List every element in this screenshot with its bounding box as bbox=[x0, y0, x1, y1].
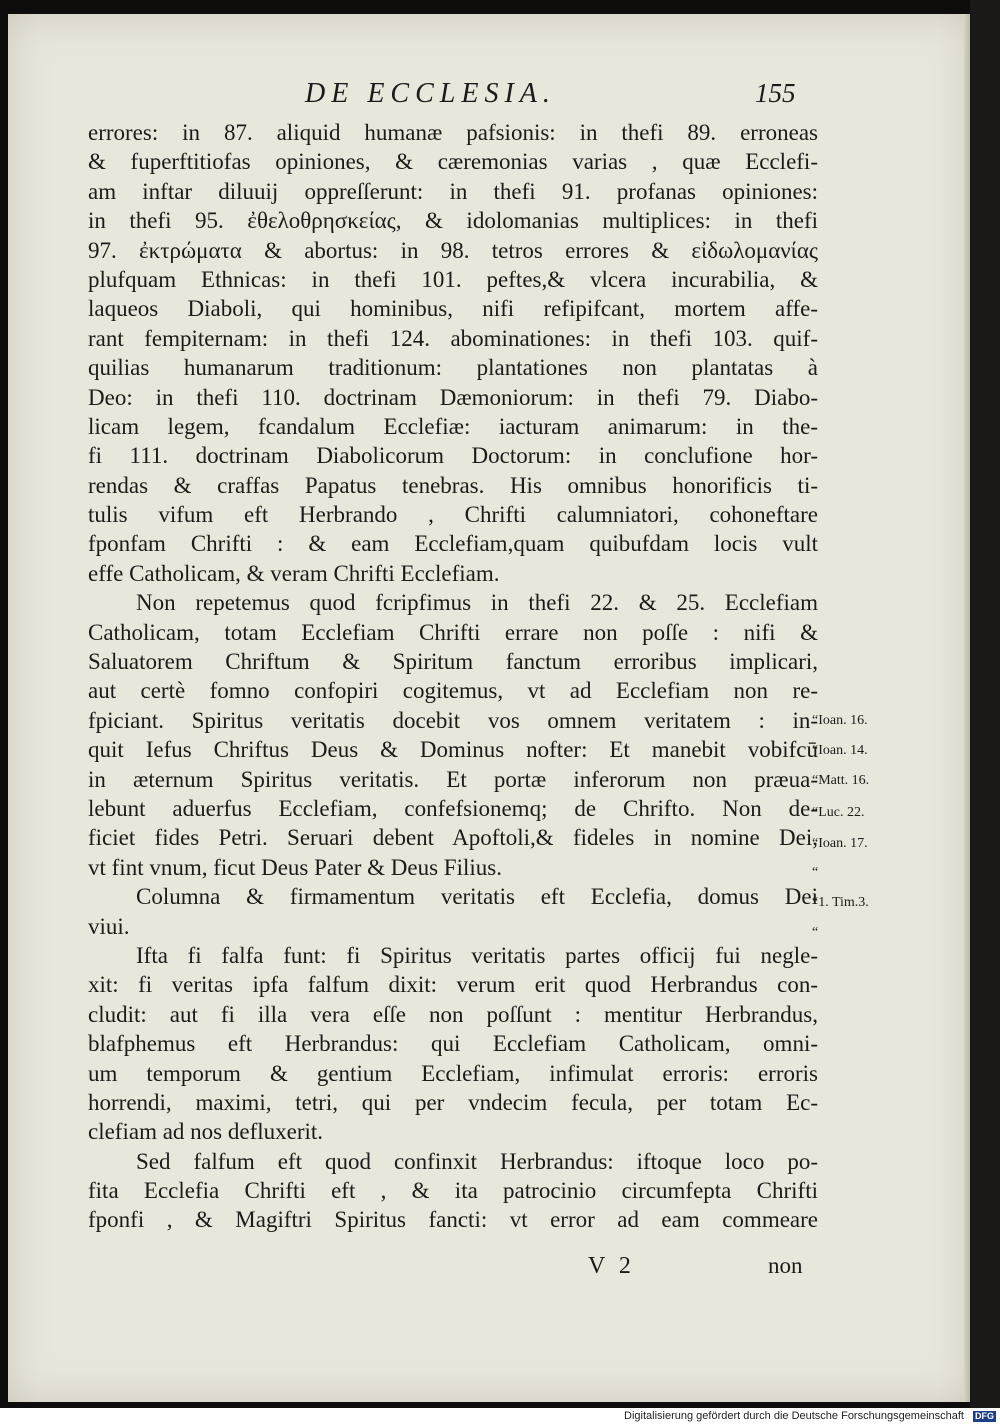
body-text bbox=[88, 118, 818, 1235]
signature-mark: V 2 bbox=[588, 1253, 635, 1279]
text-line: lebunt aduerfus Ecclefiam, confefsionemq; de Chrifto. Non de- bbox=[88, 795, 818, 821]
running-head: DE ECCLESIA. bbox=[305, 78, 556, 109]
text-line: Deo: in thefi 110. doctrinam Dæmoniorum: in thefi 79. Diabo- bbox=[88, 384, 818, 410]
text-line: tulis vifum eft Herbrando , Chrifti calumniatori, cohoneftare bbox=[88, 502, 818, 528]
text-line: ficiet fides Petri. Seruari debent Apoftoli,& fideles in nomine Dei, bbox=[88, 825, 818, 851]
text-line: 97. ἐκτρώματα & abortus: in 98. tetros errores & εἰδωλομανίας bbox=[88, 237, 818, 263]
text-line: licam legem, fcandalum Ecclefiæ: iacturam animarum: in the- bbox=[88, 413, 818, 439]
text-line: clefiam ad nos defluxerit. bbox=[88, 1119, 324, 1145]
text-line: fponfam Chrifti : & eam Ecclefiam,quam quibufdam locis vult bbox=[88, 531, 818, 557]
text-line: & fuperftitiofas opiniones, & cæremonias varias , quæ Ecclefi- bbox=[88, 149, 818, 175]
paragraph-first-line: Sed falfum eft quod confinxit Herbrandus: iftoque loco po- bbox=[136, 1148, 818, 1174]
text-line: viui. bbox=[88, 913, 130, 939]
text-line: cludit: aut fi illa vera eſſe non poſſunt : mentitur Herbrandus, bbox=[88, 1001, 818, 1027]
text-line: errores: in 87. aliquid humanæ pafsionis: in thefi 89. erroneas bbox=[88, 120, 818, 145]
text-line: vt fint vnum, ficut Deus Pater & Deus Filius. bbox=[88, 854, 502, 880]
funding-notice: Digitalisierung gefördert durch die Deutsche Forschungsgemeinschaft bbox=[624, 1410, 964, 1422]
margin-note: “Ioan. 16. bbox=[812, 713, 868, 728]
text-line: quit Iefus Chriftus Deus & Dominus nofter: Et manebit vobifcū bbox=[88, 737, 818, 763]
text-line: blafphemus eft Herbrandus: qui Ecclefiam Catholicam, omni- bbox=[88, 1031, 818, 1057]
paragraph-first-line: Ifta fi falfa funt: fi Spiritus veritatis partes officij fui negle- bbox=[136, 942, 818, 968]
margin-note: “Luc. 22. bbox=[812, 805, 865, 820]
catchword: non bbox=[768, 1253, 803, 1278]
text-line: xit: fi veritas ipfa falfum dixit: verum erit quod Herbrandus con- bbox=[88, 972, 818, 998]
text-line: horrendi, maximi, tetri, qui per vndecim fecula, per totam Ec- bbox=[88, 1089, 818, 1115]
text-line: rendas & craffas Papatus tenebras. His omnibus honorificis ti- bbox=[88, 472, 818, 498]
dfg-logo: DFG bbox=[975, 1411, 994, 1421]
text-line: fi 111. doctrinam Diabolicorum Doctorum: in conclufione hor- bbox=[88, 443, 818, 469]
text-line: rant fempiternam: in thefi 124. abominationes: in thefi 103. quif- bbox=[88, 325, 818, 351]
text-line: aut certè fomno confopiri cogitemus, vt ad Ecclefiam non re- bbox=[88, 678, 818, 704]
scan-edge bbox=[970, 0, 1000, 1408]
paragraph-first-line: Columna & firmamentum veritatis eft Ecclefia, domus Dei bbox=[136, 884, 818, 910]
text-line: plufquam Ethnicas: in thefi 101. peftes,& vlcera incurabilia, & bbox=[88, 266, 818, 292]
margin-note: “ bbox=[812, 865, 819, 880]
margin-note: “ bbox=[812, 925, 819, 940]
text-line: laqueos Diaboli, qui hominibus, nifi refipifcant, mortem affe- bbox=[88, 296, 818, 322]
margin-note: “Ioan. 14. bbox=[812, 743, 868, 758]
text-line: Catholicam, totam Ecclefiam Chrifti errare non poſſe : nifi & bbox=[88, 619, 818, 645]
footer-bar bbox=[0, 1408, 1000, 1425]
text-line: in æternum Spiritus veritatis. Et portæ inferorum non præua- bbox=[88, 766, 818, 792]
text-line: am inftar diluuij oppreſſerunt: in thefi 91. profanas opiniones: bbox=[88, 178, 818, 204]
text-line: effe Catholicam, & veram Chrifti Ecclefiam. bbox=[88, 560, 500, 586]
text-line: fita Ecclefia Chrifti eft , & ita patrocinio circumfepta Chrifti bbox=[88, 1178, 818, 1204]
text-line: um temporum & gentium Ecclefiam, infimulat erroris: erroris bbox=[88, 1060, 818, 1086]
text-line: quilias humanarum traditionum: plantationes non plantatas à bbox=[88, 355, 818, 381]
text-line: Saluatorem Chriftum & Spiritum fanctum erroribus implicari, bbox=[88, 649, 818, 675]
margin-note: “Ioan. 17. bbox=[812, 836, 868, 851]
text-line: in thefi 95. ἐθελοθρησκείας, & idolomanias multiplices: in thefi bbox=[88, 208, 818, 234]
margin-note: “1. Tim.3. bbox=[812, 895, 869, 910]
paragraph-first-line: Non repetemus quod fcripfimus in thefi 22. & 25. Ecclefiam bbox=[136, 590, 818, 616]
margin-note: “Matt. 16. bbox=[812, 773, 870, 788]
text-line: fpiciant. Spiritus veritatis docebit vos omnem veritatem : in- bbox=[88, 707, 818, 733]
page-number: 155 bbox=[755, 78, 796, 108]
text-line: fponfi , & Magiftri Spiritus fancti: vt error ad eam commeare bbox=[88, 1207, 818, 1233]
